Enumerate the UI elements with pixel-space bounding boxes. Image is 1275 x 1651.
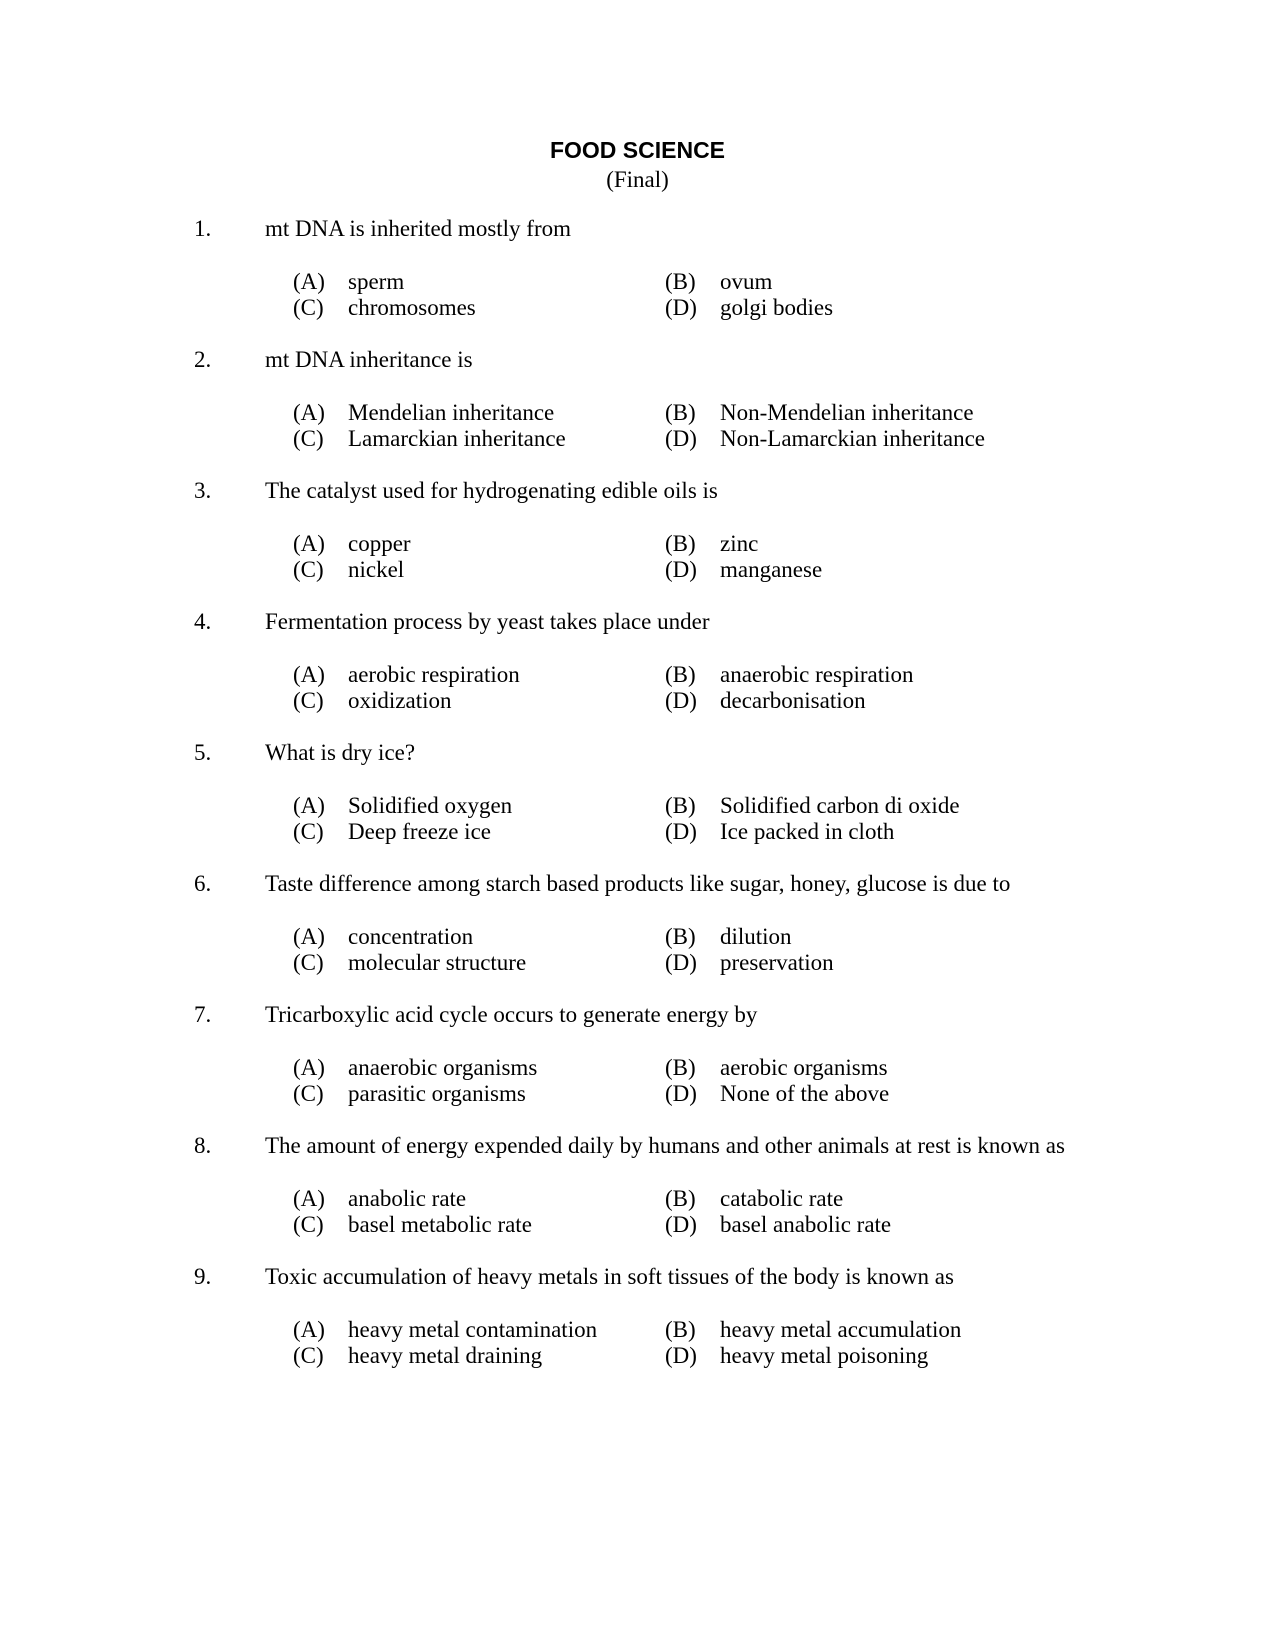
- option-row: [0, 426, 1275, 452]
- question-text: Fermentation process by yeast takes place under: [265, 609, 710, 634]
- option-row: [0, 819, 1275, 845]
- option-text: basel anabolic rate: [720, 1212, 892, 1237]
- option-row: [0, 924, 1275, 950]
- option-row: [0, 400, 1275, 426]
- option-label: (A): [293, 1055, 325, 1080]
- option-text: heavy metal accumulation: [720, 1317, 962, 1342]
- option-row: [0, 1186, 1275, 1212]
- question-text: Tricarboxylic acid cycle occurs to generate energy by: [265, 1002, 758, 1027]
- option-text: molecular structure: [348, 950, 527, 975]
- option-text: nickel: [348, 557, 405, 582]
- option-list: [0, 269, 1275, 321]
- option-text: decarbonisation: [720, 688, 866, 713]
- question-number: 8.: [194, 1133, 212, 1158]
- option-text: basel metabolic rate: [348, 1212, 532, 1237]
- option-text: Mendelian inheritance: [348, 400, 555, 425]
- option-row: [0, 557, 1275, 583]
- option-text: preservation: [720, 950, 834, 975]
- option-label: (C): [293, 1212, 324, 1237]
- option-label: (D): [665, 819, 697, 844]
- option-label: (A): [293, 1317, 325, 1342]
- question-list: [0, 216, 1275, 1369]
- option-list: [0, 924, 1275, 976]
- option-text: Ice packed in cloth: [720, 819, 895, 844]
- option-text: Non-Mendelian inheritance: [720, 400, 974, 425]
- option-label: (D): [665, 295, 697, 320]
- option-label: (C): [293, 1081, 324, 1106]
- option-label: (D): [665, 688, 697, 713]
- option-text: sperm: [348, 269, 405, 294]
- option-text: Deep freeze ice: [348, 819, 491, 844]
- option-label: (D): [665, 557, 697, 582]
- question-3: [0, 478, 1275, 583]
- question-number: 6.: [194, 871, 212, 896]
- question-text: mt DNA inheritance is: [265, 347, 473, 372]
- question-text: Toxic accumulation of heavy metals in soft tissues of the body is known as: [265, 1264, 954, 1289]
- option-text: aerobic organisms: [720, 1055, 888, 1080]
- option-label: (B): [665, 924, 696, 949]
- option-text: heavy metal contamination: [348, 1317, 598, 1342]
- option-label: (D): [665, 1343, 697, 1368]
- question-8: [0, 1133, 1275, 1238]
- option-row: [0, 269, 1275, 295]
- question-number: 2.: [194, 347, 212, 372]
- option-label: (A): [293, 924, 325, 949]
- question-4: [0, 609, 1275, 714]
- option-label: (B): [665, 531, 696, 556]
- question-text: What is dry ice?: [265, 740, 416, 765]
- option-text: Non-Lamarckian inheritance: [720, 426, 986, 451]
- option-row: [0, 295, 1275, 321]
- option-list: [0, 400, 1275, 452]
- question-text: The catalyst used for hydrogenating edible oils is: [265, 478, 718, 503]
- option-text: concentration: [348, 924, 474, 949]
- option-label: (A): [293, 793, 325, 818]
- option-text: chromosomes: [348, 295, 476, 320]
- question-5: [0, 740, 1275, 845]
- option-label: (A): [293, 1186, 325, 1211]
- question-number: 7.: [194, 1002, 212, 1027]
- option-text: heavy metal poisoning: [720, 1343, 929, 1368]
- option-list: [0, 1317, 1275, 1369]
- option-row: [0, 1081, 1275, 1107]
- option-text: dilution: [720, 924, 792, 949]
- option-list: [0, 793, 1275, 845]
- option-label: (D): [665, 1212, 697, 1237]
- option-label: (C): [293, 295, 324, 320]
- option-text: heavy metal draining: [348, 1343, 543, 1368]
- option-label: (C): [293, 819, 324, 844]
- question-number: 1.: [194, 216, 212, 241]
- option-text: anabolic rate: [348, 1186, 467, 1211]
- option-label: (B): [665, 1055, 696, 1080]
- option-text: Solidified carbon di oxide: [720, 793, 960, 818]
- option-label: (B): [665, 662, 696, 687]
- option-row: [0, 662, 1275, 688]
- option-row: [0, 793, 1275, 819]
- option-label: (A): [293, 662, 325, 687]
- option-label: (B): [665, 1317, 696, 1342]
- option-label: (B): [665, 400, 696, 425]
- question-text: mt DNA is inherited mostly from: [265, 216, 572, 241]
- question-6: [0, 871, 1275, 976]
- option-row: [0, 688, 1275, 714]
- option-row: [0, 531, 1275, 557]
- option-text: ovum: [720, 269, 773, 294]
- option-text: anaerobic respiration: [720, 662, 914, 687]
- option-label: (D): [665, 426, 697, 451]
- option-label: (C): [293, 950, 324, 975]
- option-text: oxidization: [348, 688, 452, 713]
- option-label: (B): [665, 1186, 696, 1211]
- option-label: (C): [293, 688, 324, 713]
- option-label: (D): [665, 950, 697, 975]
- option-list: [0, 662, 1275, 714]
- option-label: (A): [293, 269, 325, 294]
- option-label: (A): [293, 400, 325, 425]
- option-text: golgi bodies: [720, 295, 834, 320]
- option-label: (A): [293, 531, 325, 556]
- option-label: (B): [665, 793, 696, 818]
- option-label: (B): [665, 269, 696, 294]
- option-list: [0, 1186, 1275, 1238]
- option-text: parasitic organisms: [348, 1081, 526, 1106]
- option-text: anaerobic organisms: [348, 1055, 538, 1080]
- option-list: [0, 1055, 1275, 1107]
- question-number: 5.: [194, 740, 212, 765]
- option-text: None of the above: [720, 1081, 890, 1106]
- option-label: (C): [293, 426, 324, 451]
- option-text: Lamarckian inheritance: [348, 426, 566, 451]
- question-9: [0, 1264, 1275, 1369]
- question-number: 4.: [194, 609, 212, 634]
- question-7: [0, 1002, 1275, 1107]
- page-subtitle: (Final): [606, 167, 669, 192]
- option-label: (D): [665, 1081, 697, 1106]
- page-title: FOOD SCIENCE: [549, 137, 726, 163]
- option-text: catabolic rate: [720, 1186, 844, 1211]
- question-1: [0, 216, 1275, 321]
- option-text: copper: [348, 531, 411, 556]
- option-text: aerobic respiration: [348, 662, 520, 687]
- question-text: Taste difference among starch based products like sugar, honey, glucose is due to: [265, 871, 1011, 896]
- option-row: [0, 950, 1275, 976]
- option-list: [0, 531, 1275, 583]
- option-label: (C): [293, 1343, 324, 1368]
- option-text: manganese: [720, 557, 823, 582]
- option-row: [0, 1055, 1275, 1081]
- option-row: [0, 1317, 1275, 1343]
- option-row: [0, 1212, 1275, 1238]
- question-number: 9.: [194, 1264, 212, 1289]
- option-label: (C): [293, 557, 324, 582]
- question-2: [0, 347, 1275, 452]
- option-text: zinc: [720, 531, 759, 556]
- option-row: [0, 1343, 1275, 1369]
- question-number: 3.: [194, 478, 212, 503]
- question-text: The amount of energy expended daily by humans and other animals at rest is known as: [265, 1133, 1065, 1158]
- option-text: Solidified oxygen: [348, 793, 513, 818]
